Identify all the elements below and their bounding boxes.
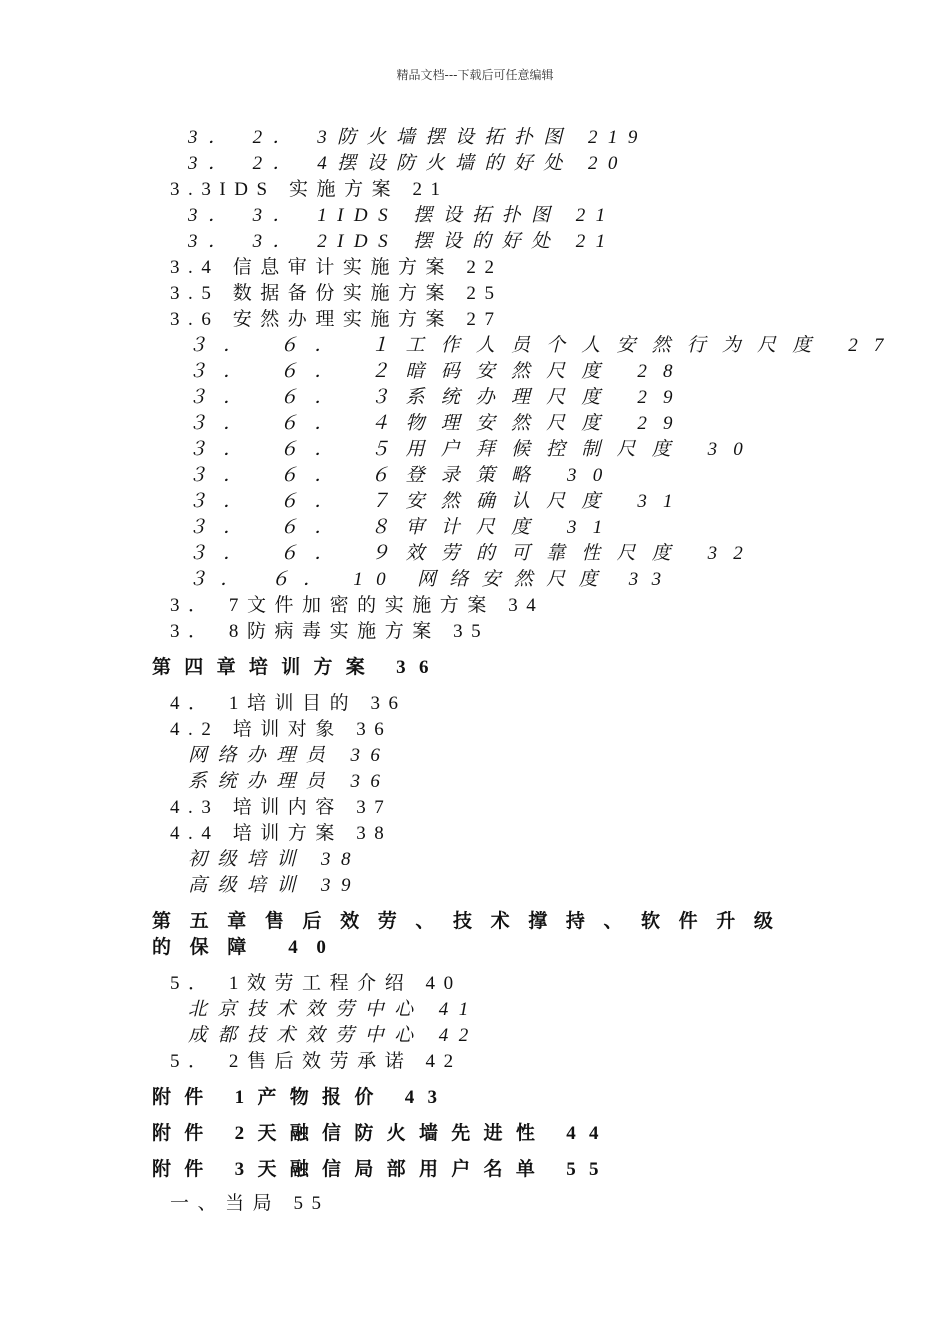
toc-entry[interactable]: 高级培训 39 (188, 875, 361, 896)
toc-entry[interactable]: 一、当局 55 (170, 1193, 330, 1214)
toc-entry[interactable]: 3． 3． 1IDS 摆设拓扑图 21 (188, 205, 616, 226)
toc-entry[interactable]: ３． ６． ８审计尺度 31 (188, 517, 619, 538)
toc-entry[interactable]: 成都技术效劳中心 42 (188, 1025, 479, 1046)
toc-entry[interactable]: 3.6 安然办理实施方案 27 (170, 309, 503, 330)
toc-entry[interactable]: 3． 3． 2IDS 摆设的好处 21 (188, 231, 616, 252)
toc-entry[interactable]: 3． 7文件加密的实施方案 34 (170, 595, 545, 616)
toc-entry[interactable]: 3.3IDS 实施方案 21 (170, 179, 449, 200)
toc-entry[interactable]: 3.5 数据备份实施方案 25 (170, 283, 503, 304)
toc-entry[interactable]: 3． 2． 4摆设防火墙的好处 20 (188, 153, 628, 174)
toc-appendix-heading[interactable]: 附件 1产物报价 43 (152, 1087, 451, 1108)
toc-entry[interactable]: 3． 2． 3防火墙摆设拓扑图 219 (188, 127, 648, 148)
page-header: 精品文档---下载后可任意编辑 (396, 68, 554, 82)
toc-entry[interactable]: 初级培训 38 (188, 849, 361, 870)
toc-appendix-heading[interactable]: 附件 3天融信局部用户名单 55 (152, 1159, 612, 1180)
toc-entry[interactable]: 5． 2售后效劳承诺 42 (170, 1051, 462, 1072)
toc-chapter-heading[interactable]: 第五章售后效劳、技术撑持、软件升级的保障 40 (152, 911, 792, 958)
toc-entry[interactable]: 北京技术效劳中心 41 (188, 999, 479, 1020)
toc-entry[interactable]: 3． 8防病毒实施方案 35 (170, 621, 490, 642)
toc-entry[interactable]: 4． 1培训目的 36 (170, 693, 407, 714)
toc-chapter-heading[interactable]: 第四章培训方案 36 (152, 657, 442, 678)
toc-entry[interactable]: ３． ６． ９效劳的可靠性尺度 32 (188, 543, 759, 564)
toc-entry[interactable]: ３． ６． 10 网络安然尺度 33 (188, 569, 675, 590)
toc-entry[interactable]: 4.2 培训对象 36 (170, 719, 393, 740)
toc-entry[interactable]: ３． ６． ２暗码安然尺度 28 (188, 361, 689, 382)
toc-entry[interactable]: 5． 1效劳工程介绍 40 (170, 973, 462, 994)
toc-entry[interactable]: ３． ６． ４物理安然尺度 29 (188, 413, 689, 434)
toc-entry[interactable]: ３． ６． ３系统办理尺度 29 (188, 387, 689, 408)
toc-entry[interactable]: 网络办理员 36 (188, 745, 391, 766)
toc-entry[interactable]: ３． ６． １工作人员个人安然行为尺度 27 (188, 335, 900, 356)
toc-entry[interactable]: 4.4 培训方案 38 (170, 823, 393, 844)
toc-entry[interactable]: 4.3 培训内容 37 (170, 797, 393, 818)
toc-entry[interactable]: 系统办理员 36 (188, 771, 391, 792)
toc-entry[interactable]: ３． ６． ６登录策略 30 (188, 465, 619, 486)
toc-appendix-heading[interactable]: 附件 2天融信防火墙先进性 44 (152, 1123, 612, 1144)
toc-entry[interactable]: ３． ６． ５用户拜候控制尺度 30 (188, 439, 759, 460)
toc-entry[interactable]: ３． ６． ７安然确认尺度 31 (188, 491, 689, 512)
toc-entry[interactable]: 3.4 信息审计实施方案 22 (170, 257, 503, 278)
